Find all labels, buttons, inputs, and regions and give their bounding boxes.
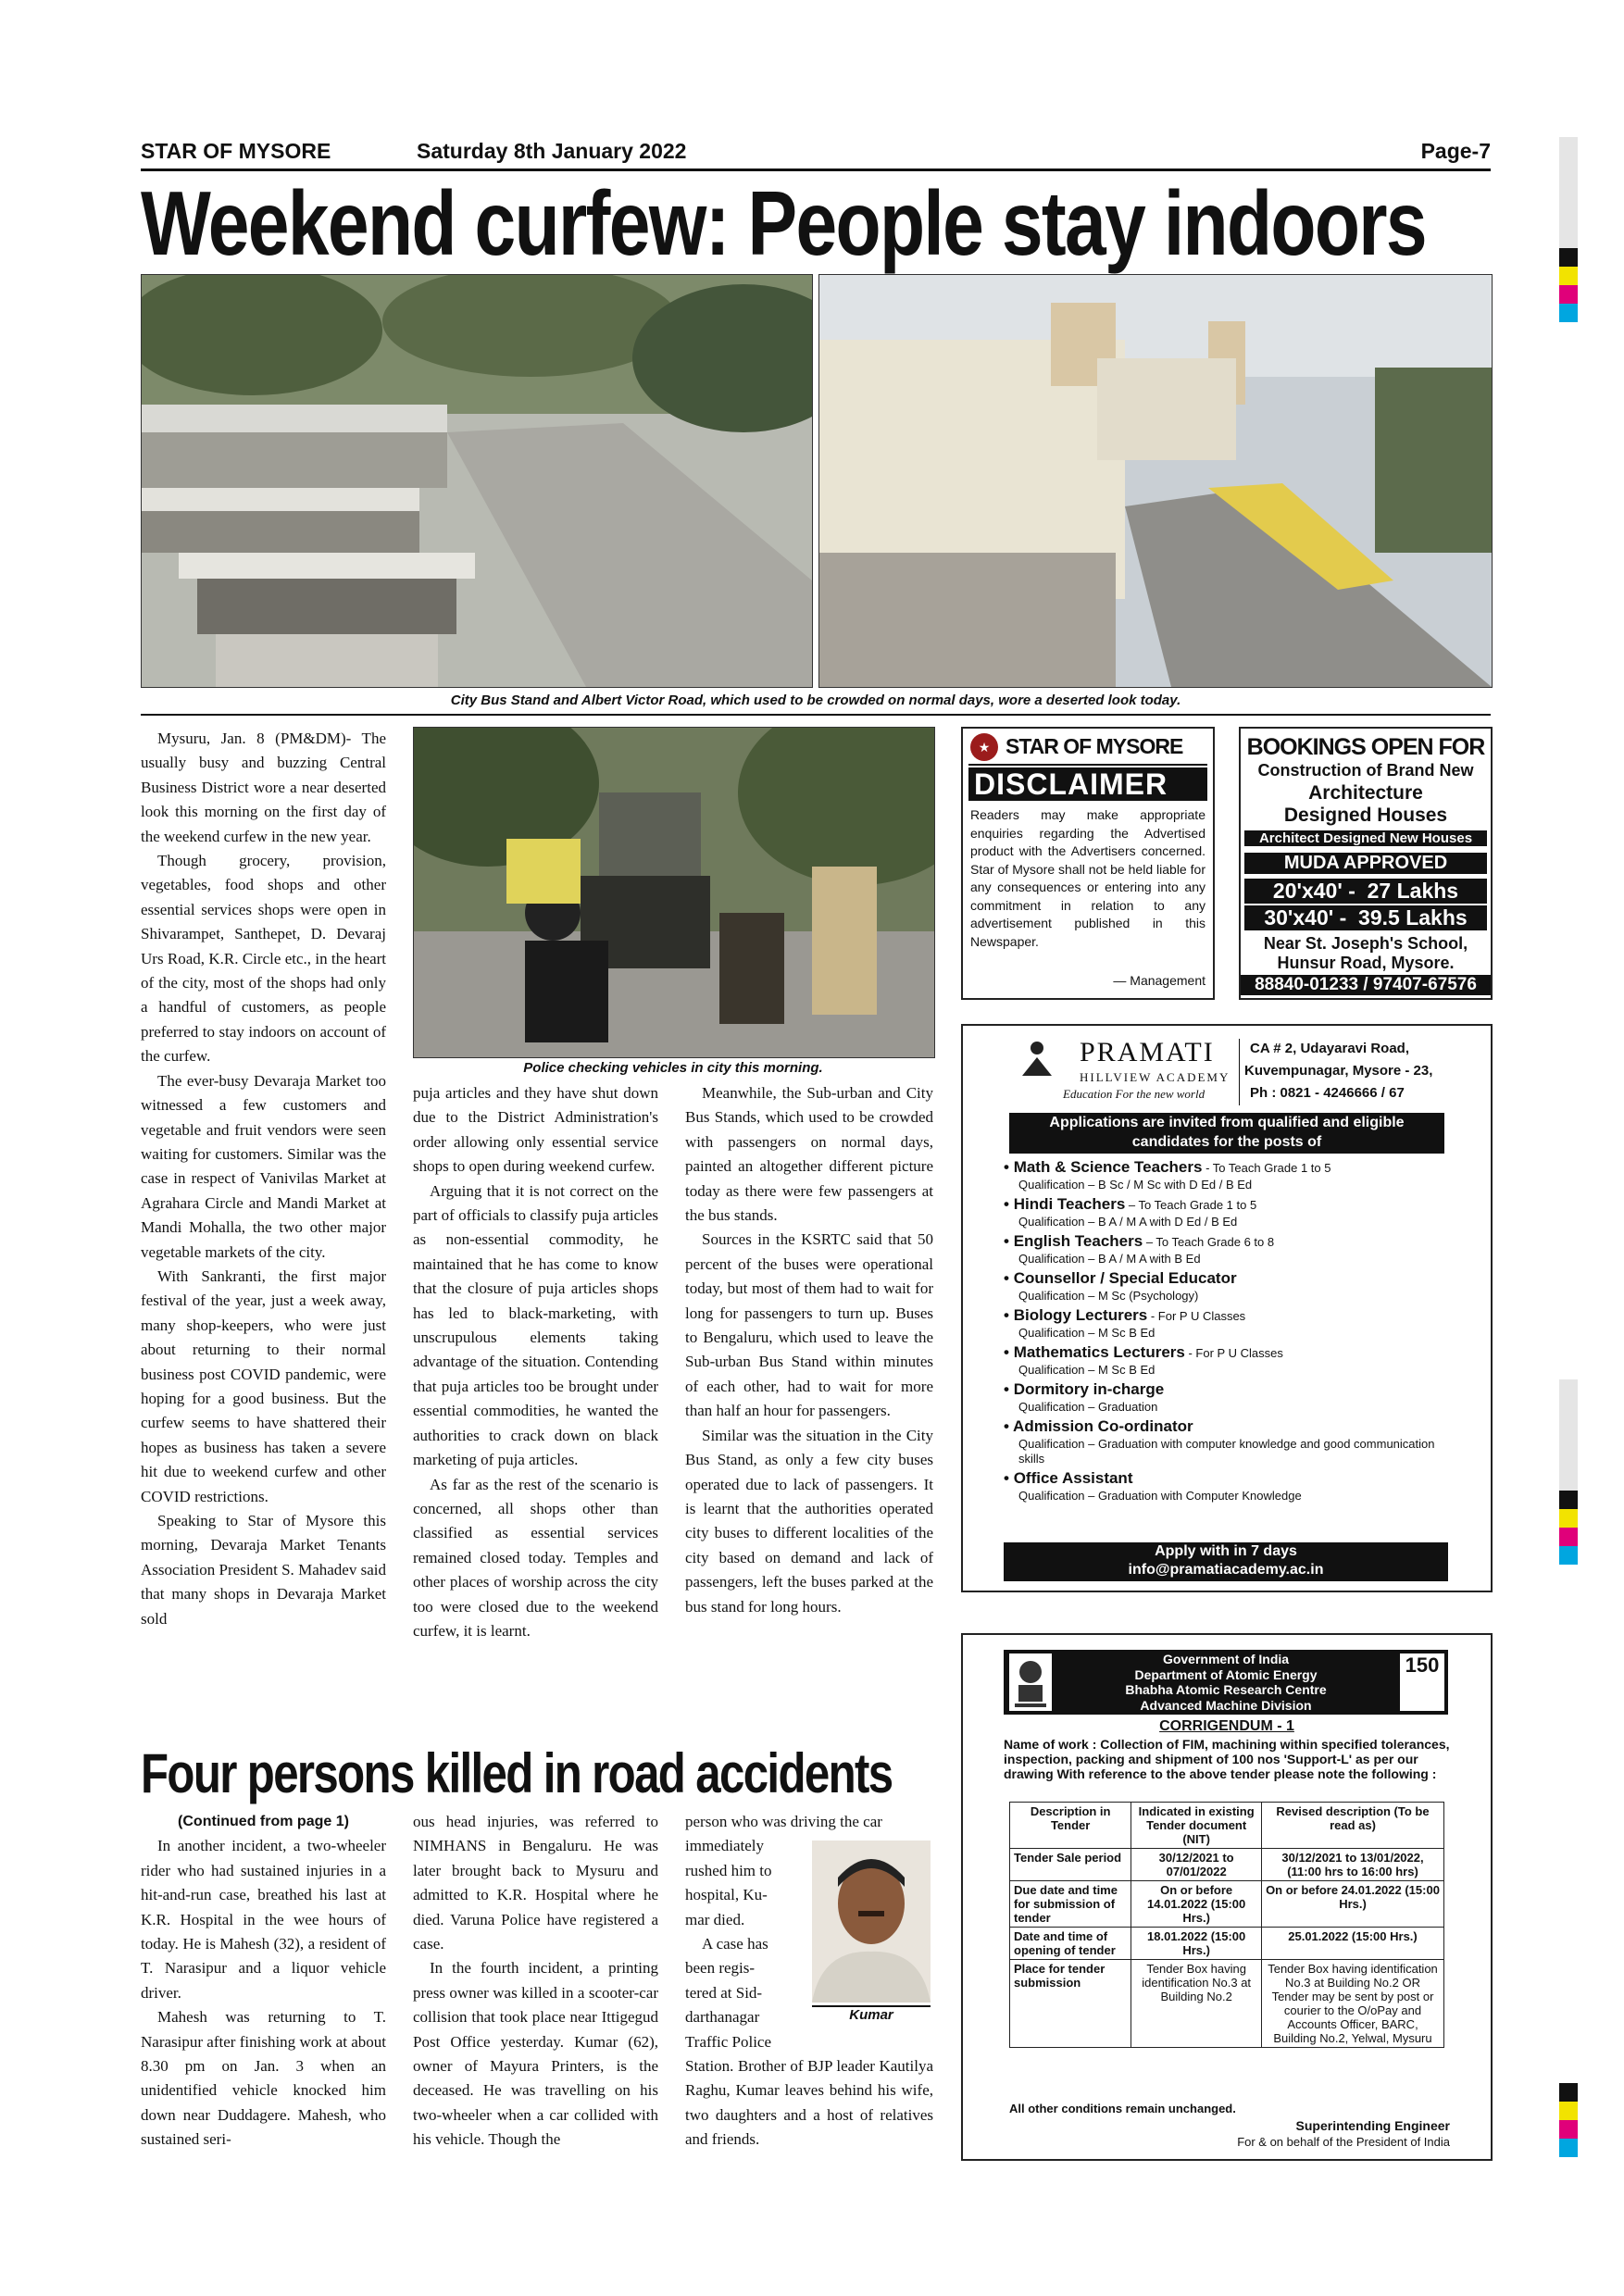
- post-item: • Mathematics Lecturers - For P U Classes: [1004, 1343, 1283, 1361]
- caption-rule: [141, 714, 1491, 716]
- barc-header-line: Bhabha Atomic Research Centre: [1125, 1682, 1327, 1697]
- conditions-note: All other conditions remain unchanged.: [1009, 2102, 1236, 2115]
- footer-email: info@pramatiacademy.ac.in: [1128, 1562, 1324, 1578]
- post-qualification: Qualification – B Sc / M Sc with D Ed / B Ed: [1018, 1178, 1253, 1192]
- barc-tender-ad: [961, 1633, 1493, 2161]
- lead-paragraph: Mysuru, Jan. 8 (PM&DM)- The usually busy and buzzing Central Business District wore a near deserted look this morning on the first day of the weekend curfew in the new year.: [141, 730, 386, 845]
- post-qualification: Qualification – M Sc (Psychology): [1018, 1289, 1199, 1303]
- table-row: [1010, 1881, 1444, 1928]
- registration-bar: [1559, 2139, 1578, 2157]
- pramati-address: CA # 2, Udayaravi Road,: [1250, 1041, 1410, 1056]
- disclaimer-brand-bar: [968, 732, 1207, 766]
- post-qualification: Qualification – Graduation: [1018, 1400, 1158, 1414]
- registration-bar: [1559, 267, 1578, 285]
- wrap-line: Traffic Police: [685, 2032, 772, 2051]
- post-detail: - For P U Classes: [1184, 1346, 1283, 1360]
- post-detail: – To Teach Grade 1 to 5: [1125, 1198, 1257, 1212]
- post-item: • Math & Science Teachers - To Teach Grade 1 to 5: [1004, 1158, 1331, 1176]
- barc-header: [1004, 1650, 1448, 1715]
- post-title: Math & Science Teachers: [1013, 1158, 1203, 1176]
- housing-price: 20'x40' - 27 Lakhs: [1244, 879, 1487, 904]
- pramati-address: Kuvempunagar, Mysore - 23,: [1244, 1063, 1433, 1079]
- post-title: Hindi Teachers: [1013, 1195, 1126, 1213]
- lead-paragraph: As far as the rest of the scenario is concerned, all shops other than classified as essential services remained closed today. Temples and other places of worship across the city too were closed due to the weekend curfew, it is learnt.: [413, 1475, 658, 1640]
- post-detail: - To Teach Grade 1 to 5: [1202, 1161, 1331, 1175]
- table-cell: 30/12/2021 to 07/01/2022: [1131, 1849, 1262, 1881]
- portrait-caption: Kumar: [812, 2005, 931, 2023]
- registration-bar: [1559, 137, 1578, 248]
- post-item: • English Teachers – To Teach Grade 6 to 8: [1004, 1232, 1275, 1250]
- housing-line: Architecture: [1308, 782, 1423, 804]
- footer-line: Apply with in 7 days: [1155, 1543, 1297, 1559]
- housing-ad: [1239, 727, 1493, 1000]
- second-headline: Four persons killed in road accidents: [141, 1742, 893, 1804]
- second-paragraph: person who was driving the car: [685, 1813, 882, 1830]
- lead-paragraph: puja articles and they have shut down due to the District Administration's order allowing only essential service shops to open during weekend curfew.: [413, 1084, 658, 1176]
- bus-stand-photo: [141, 274, 813, 688]
- second-column-2: [413, 1810, 658, 2152]
- post-qualification: Qualification – M Sc B Ed: [1018, 1363, 1156, 1377]
- wrap-line: been regis-: [685, 1959, 756, 1978]
- albert-victor-road-photo: [818, 274, 1493, 688]
- housing-line: Construction of Brand New: [1257, 761, 1474, 780]
- table-cell: 25.01.2022 (15:00 Hrs.): [1262, 1928, 1444, 1960]
- col-header: Revised description (To be read as): [1262, 1803, 1444, 1849]
- banner-line: candidates for the posts of: [1131, 1134, 1322, 1150]
- paper-name: STAR OF MYSORE: [141, 139, 331, 163]
- post-title: Biology Lecturers: [1013, 1306, 1148, 1324]
- pramati-footer: [1004, 1542, 1448, 1581]
- table-row: [1010, 1960, 1444, 2048]
- housing-line: BOOKINGS OPEN FOR: [1246, 734, 1485, 760]
- second-paragraph: In the fourth incident, a printing press owner was killed in a scooter-car collision that took place near Ittigegud Post Office yesterday. Kumar (62), owner of Mayura Printers, is the deceased. He was travelling on his two-wheeler when a car collided with his vehicle. Though the: [413, 1959, 658, 2149]
- table-cell: On or before 14.01.2022 (15:00 Hrs.): [1131, 1881, 1262, 1928]
- barc-header-line: Advanced Machine Division: [1140, 1697, 1312, 1713]
- pramati-ad: [961, 1024, 1493, 1592]
- barc-header-line: Government of India: [1162, 1652, 1290, 1666]
- second-paragraph: ous head injuries, was referred to NIMHANS in Bengaluru. He was later brought back to Mysuru and admitted to K.R. Hospital where he died. Varuna Police have registered a case.: [413, 1813, 658, 1953]
- work-description: Name of work : Collection of FIM, machining within specified tolerances, inspection, packing and shipment of 100 nos 'Support-L' as per our drawing With reference to the above tender please note the following :: [1004, 1737, 1450, 1781]
- post-title: Admission Co-ordinator: [1013, 1417, 1193, 1435]
- lead-paragraph: Meanwhile, the Sub-urban and City Bus Stands, which used to be crowded with passengers on normal days, painted an altogether different picture today as there were few passengers at the bus stands.: [685, 1084, 933, 1225]
- badge-number: 150: [1405, 1653, 1440, 1677]
- housing-line: MUDA APPROVED: [1244, 853, 1487, 874]
- pramati-logo-icon: [1020, 1041, 1054, 1078]
- wrap-lines: [685, 1834, 796, 2054]
- post-item: • Biology Lecturers - For P U Classes: [1004, 1306, 1246, 1324]
- inset-photo-caption: Police checking vehicles in city this morning.: [523, 1060, 823, 1076]
- table-cell: On or before 24.01.2022 (15:00 Hrs.): [1262, 1881, 1444, 1928]
- registration-bar: [1559, 304, 1578, 322]
- housing-address: Hunsur Road, Mysore.: [1277, 954, 1455, 972]
- lead-paragraph: Similar was the situation in the City Bus Stand, as only a few city buses operated due to lack of passengers. It is learnt that the authorities operated city buses to different localities of the city based on demand and lack of passengers, left the buses parked at the bus stand for long hours.: [685, 1426, 933, 1616]
- registration-bar: [1559, 2102, 1578, 2120]
- signatory: Superintending Engineer: [1295, 2118, 1450, 2133]
- banner-line: Applications are invited from qualified and eligible: [1049, 1115, 1405, 1130]
- lead-paragraph: The ever-busy Devaraja Market too witnessed a few customers and vegetable and fruit vendors were seen waiting for customers. Similar was the case in respect of Vanivilas Market at Agrahara Circle and Mandi Market at Mandi Mohalla, the two other major vegetable markets of the city.: [141, 1071, 386, 1261]
- table-cell: Date and time of opening of tender: [1010, 1928, 1131, 1960]
- lead-column-3: [685, 1081, 933, 1619]
- lead-paragraph: Arguing that it is not correct on the part of officials to classify puja articles as non-essential commodity, he maintained that he has come to know that the closure of puja articles shops has led to black-marketing, with unscrupulous elements taking advantage of the situation. Contending that puja articles too be brought under essential commodities, he wanted the authorities to crack down on black marketing of puja articles.: [413, 1181, 658, 1469]
- post-item: • Hindi Teachers – To Teach Grade 1 to 5: [1004, 1195, 1257, 1213]
- issue-date: Saturday 8th January 2022: [417, 139, 687, 163]
- second-column-1: [141, 1810, 386, 2152]
- post-qualification: Qualification – B A / M A with D Ed / B Ed: [1018, 1215, 1238, 1229]
- post-title: Mathematics Lecturers: [1013, 1343, 1185, 1361]
- post-title: Dormitory in-charge: [1013, 1380, 1165, 1398]
- lead-paragraph: With Sankranti, the first major festival of the year, just a week away, many shop-keepers, who were just about returning to their normal business post COVID pandemic, were hoping for a good business. But the curfew seems to have shattered their hopes as business has taken a severe hit due to weekend curfew and other COVID restrictions.: [141, 1267, 386, 1505]
- continued-note: (Continued from page 1): [178, 1814, 349, 1829]
- post-qualification: Qualification – Graduation with computer knowledge and good communication skills: [1018, 1437, 1435, 1466]
- disclaimer-title: DISCLAIMER: [968, 767, 1207, 801]
- post-title: Office Assistant: [1013, 1469, 1133, 1487]
- police-checking-photo: [413, 727, 935, 1058]
- table-cell: Tender Box having identification No.3 at Building No.2: [1131, 1960, 1262, 2048]
- lead-headline: Weekend curfew: People stay indoors: [141, 172, 1426, 274]
- housing-phone: 88840-01233 / 97407-67576: [1241, 975, 1491, 995]
- housing-line: Designed Houses: [1283, 805, 1448, 826]
- wrap-line: A case has: [702, 1935, 768, 1953]
- kumar-portrait: [812, 1841, 931, 2003]
- table-cell: Tender Sale period: [1010, 1849, 1131, 1881]
- lead-column-1: [141, 727, 386, 1631]
- wrap-line: hospital, Ku-: [685, 1886, 768, 1904]
- lead-photo-caption: City Bus Stand and Albert Victor Road, which used to be crowded on normal days, wore a deserted look today.: [450, 693, 1181, 708]
- pramati-divider: [1239, 1039, 1240, 1105]
- page-number: Page-7: [1420, 139, 1491, 163]
- registration-bar: [1559, 1528, 1578, 1546]
- second-paragraph: Station. Brother of BJP leader Kautilya Raghu, Kumar leaves behind his wife, two daughters and a host of relatives and friends.: [685, 2057, 933, 2149]
- col-header: Description in Tender: [1010, 1803, 1131, 1849]
- wrap-line: immediately: [685, 1837, 764, 1855]
- post-title: Counsellor / Special Educator: [1013, 1269, 1237, 1287]
- corrigendum-title: CORRIGENDUM - 1: [1159, 1718, 1294, 1734]
- post-qualification: Qualification – B A / M A with B Ed: [1018, 1252, 1201, 1266]
- registration-bar: [1559, 248, 1578, 267]
- second-paragraph: In another incident, a two-wheeler rider who had sustained injuries in a hit-and-run case, breathed his last at K.R. Hospital in the wee hours of today. He is Mahesh (32), a resident of T. Narasipur and a liquor vehicle driver.: [141, 1837, 386, 2002]
- masthead: [141, 137, 1491, 171]
- registration-bar: [1559, 2120, 1578, 2139]
- post-title: English Teachers: [1013, 1232, 1143, 1250]
- pramati-tag: Education For the new world: [1063, 1087, 1206, 1101]
- housing-line: Architect Designed New Houses: [1244, 830, 1487, 846]
- tender-table: [1009, 1802, 1444, 2048]
- registration-bar: [1559, 2083, 1578, 2102]
- star-logo-icon: ★: [970, 733, 998, 761]
- post-item: • Counsellor / Special Educator: [1004, 1269, 1237, 1287]
- post-qualification: Qualification – M Sc B Ed: [1018, 1326, 1156, 1340]
- pramati-posts: [1004, 1155, 1448, 1504]
- post-item: • Office Assistant: [1004, 1469, 1133, 1487]
- housing-address: Near St. Joseph's School,: [1263, 934, 1468, 953]
- wrap-line: tered at Sid-: [685, 1983, 763, 2002]
- pramati-phone: Ph : 0821 - 4246666 / 67: [1250, 1085, 1405, 1101]
- signatory-note: For & on behalf of the President of India: [1237, 2135, 1450, 2149]
- table-cell: Tender Box having identification No.3 at Building No.2 OR Tender may be sent by post or courier to the O/oPay and Accounts Officer, BARC, Building No.2, Yelwal, Mysuru: [1262, 1960, 1444, 2048]
- second-paragraph: Mahesh was returning to T. Narasipur after finishing work at about 8.30 pm on Jan. 3 when an unidentified vehicle knocked him down near Duddagere. Mahesh, who sustained seri-: [141, 2008, 386, 2149]
- post-detail: – To Teach Grade 6 to 8: [1143, 1235, 1275, 1249]
- lead-paragraph: Sources in the KSRTC said that 50 percent of the buses were operational today, but most of them had to wait for long for passengers to turn up. Buses to Bengaluru, which used to leave the Sub-urban Bus Stand within minutes of each other, had to wait for more than half an hour for passengers.: [685, 1230, 933, 1420]
- disclaimer-ad: [961, 727, 1215, 1000]
- registration-bar: [1559, 285, 1578, 304]
- post-item: • Admission Co-ordinator: [1004, 1417, 1193, 1435]
- anniversary-badge: [1400, 1653, 1444, 1711]
- emblem-icon: [1009, 1653, 1052, 1711]
- wrap-line: rushed him to: [685, 1861, 772, 1879]
- pramati-name: PRAMATI: [1080, 1037, 1215, 1067]
- post-qualification: Qualification – Graduation with Computer Knowledge: [1018, 1489, 1302, 1503]
- barc-header-line: Department of Atomic Energy: [1134, 1666, 1318, 1682]
- table-row: [1010, 1928, 1444, 1960]
- registration-bar: [1559, 1379, 1578, 1491]
- registration-bar: [1559, 1509, 1578, 1528]
- disclaimer-body: Readers may make appropriate enquiries regarding the Advertised product with the Advertisers concerned. Star of Mysore shall not be held liable for any consequences or entering into any commitment in relation to any advertisement published in this Newspaper.: [970, 807, 1206, 949]
- table-row: [1010, 1849, 1444, 1881]
- disclaimer-brand: STAR OF MYSORE: [1006, 734, 1183, 758]
- wrap-line: darthanagar: [685, 2008, 760, 2027]
- table-cell: Due date and time for submission of tender: [1010, 1881, 1131, 1928]
- lead-column-2: [413, 1081, 658, 1643]
- pramati-banner: [1009, 1113, 1444, 1154]
- pramati-sub: HILLVIEW ACADEMY: [1080, 1070, 1230, 1084]
- housing-price: 30'x40' - 39.5 Lakhs: [1244, 905, 1487, 930]
- table-cell: Place for tender submission: [1010, 1960, 1131, 2048]
- lead-paragraph: Though grocery, provision, vegetables, food shops and other essential services shops were open in Shivarampet, Santhepet, D. Devaraj Urs Road, K.R. Circle etc., in the heart of the city, most of the shops had only a handful of customers, as people preferred to stay indoors on account of the curfew.: [141, 852, 386, 1066]
- table-cell: 30/12/2021 to 13/01/2022, (11:00 hrs to 16:00 hrs): [1262, 1849, 1444, 1881]
- registration-bar: [1559, 1546, 1578, 1565]
- post-detail: - For P U Classes: [1147, 1309, 1246, 1323]
- post-item: • Dormitory in-charge: [1004, 1380, 1165, 1398]
- wrap-line: mar died.: [685, 1910, 745, 1928]
- disclaimer-sign: — Management: [1113, 973, 1206, 988]
- registration-bar: [1559, 1491, 1578, 1509]
- col-header: Indicated in existing Tender document (NIT): [1131, 1803, 1262, 1849]
- table-cell: 18.01.2022 (15:00 Hrs.): [1131, 1928, 1262, 1960]
- lead-paragraph: Speaking to Star of Mysore this morning, Devaraja Market Tenants Association President S. Mahadev said that many shops in Devaraja Market sold: [141, 1512, 386, 1628]
